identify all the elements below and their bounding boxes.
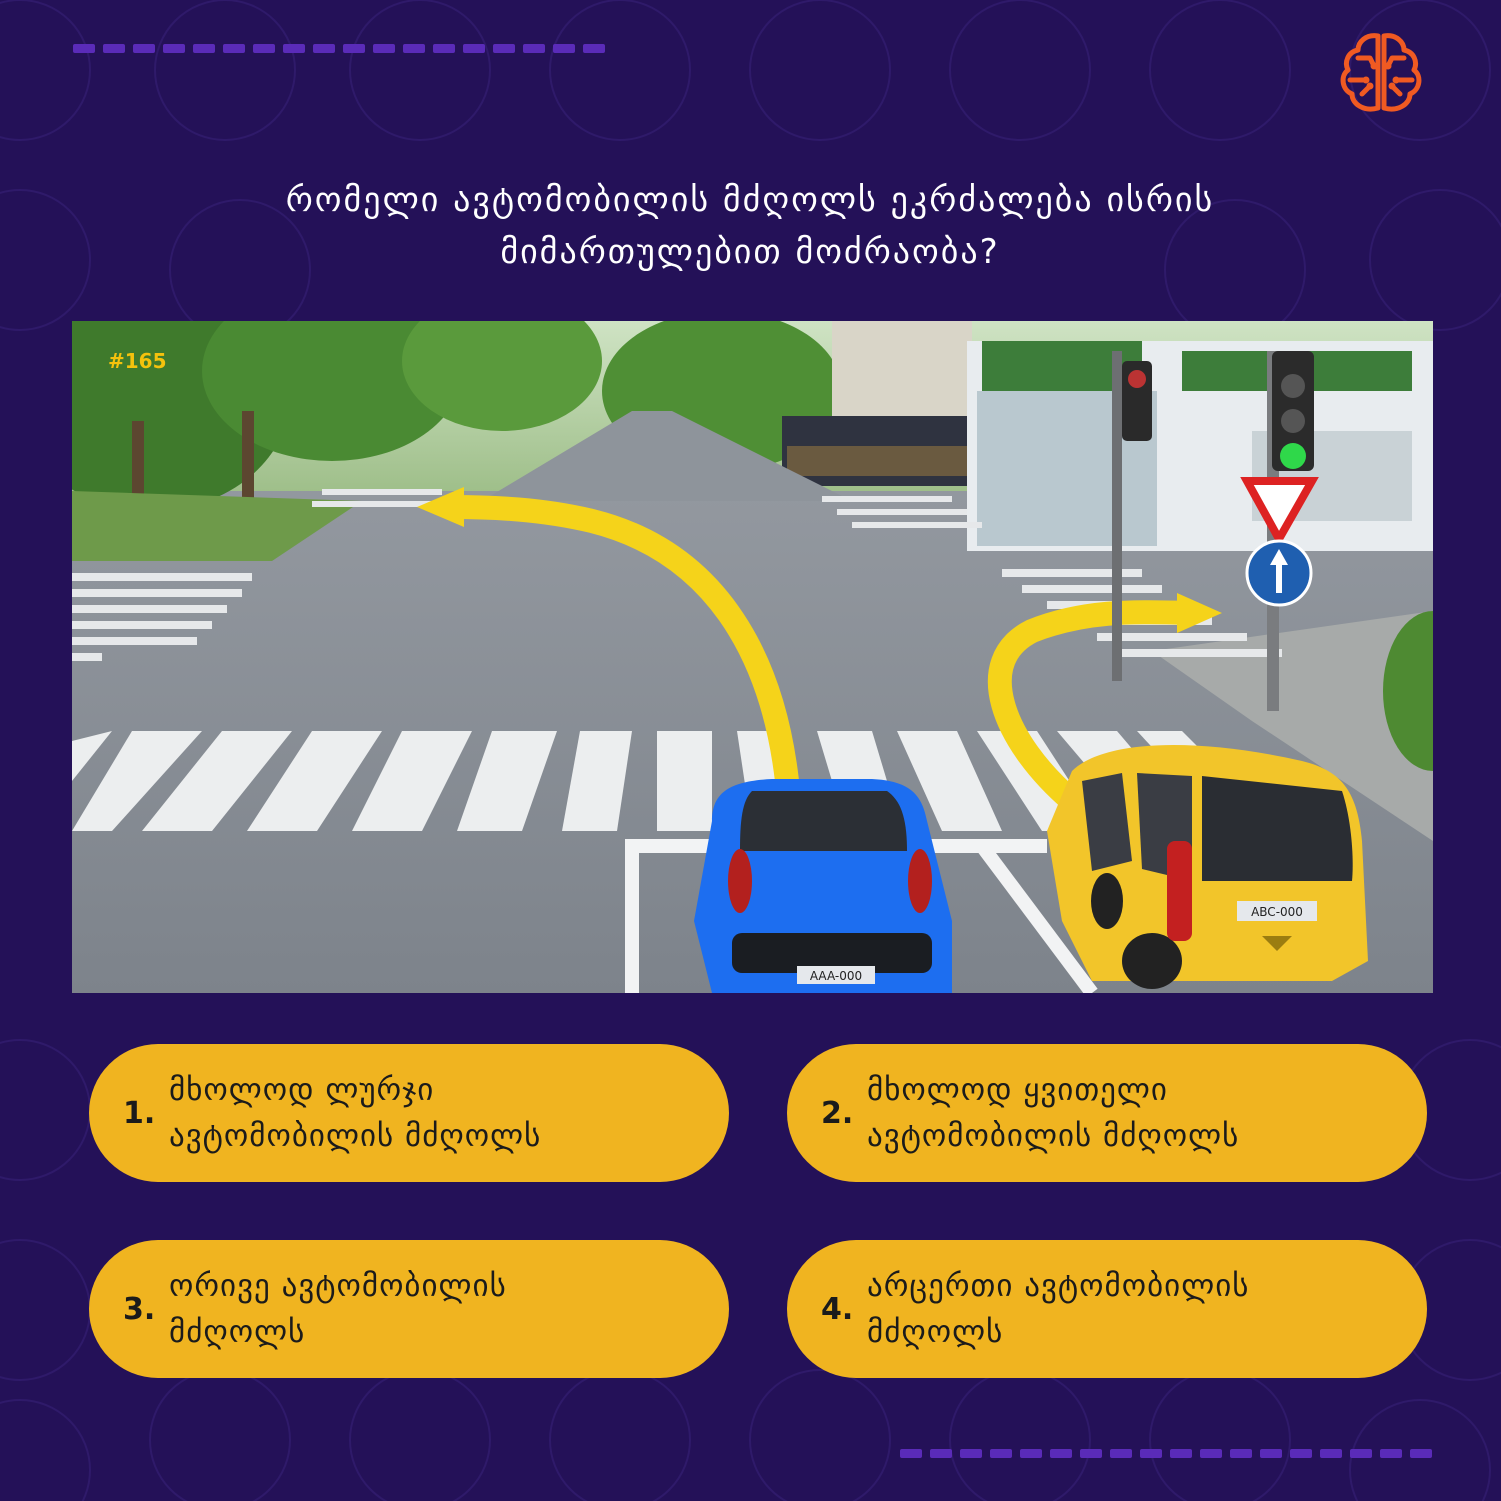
intersection-illustration xyxy=(72,321,1433,993)
answer-text xyxy=(169,1263,547,1355)
traffic-scene-image xyxy=(72,321,1433,993)
blue-car-plate: AAA-000 xyxy=(809,969,863,983)
answer-text-line-2: ავტომობილის მძღოლს xyxy=(169,1118,542,1154)
answer-option-3[interactable] xyxy=(89,1240,729,1378)
question-line-2: მიმართულებით მოძრაობა? xyxy=(500,232,1000,272)
answer-text-line-2: ავტომობილის მძღოლს xyxy=(867,1118,1240,1154)
blue-car xyxy=(694,779,952,993)
answer-option-2[interactable] xyxy=(787,1044,1427,1182)
answer-text-line-1: ორივე ავტომობილის xyxy=(169,1268,507,1304)
brain-circuit-icon xyxy=(1336,28,1426,118)
answer-number: 2. xyxy=(821,1095,854,1131)
answer-number: 3. xyxy=(123,1291,156,1327)
answer-text-line-2: მძღოლს xyxy=(169,1314,306,1350)
answer-text-line-1: არცერთი ავტომობილის xyxy=(867,1268,1250,1304)
yellow-car-plate: ABC-000 xyxy=(1251,905,1303,919)
question-line-1: რომელი ავტომობილის მძღოლს ეკრძალება ისრის xyxy=(285,180,1215,220)
answer-option-1[interactable] xyxy=(89,1044,729,1182)
answer-text xyxy=(867,1263,1289,1355)
answer-number: 1. xyxy=(123,1095,156,1131)
bottom-dash-decoration xyxy=(900,1449,1432,1458)
answer-text-line-1: მხოლოდ ლურჯი xyxy=(169,1072,435,1108)
question-text xyxy=(150,174,1350,278)
answer-option-4[interactable] xyxy=(787,1240,1427,1378)
answer-text-line-1: მხოლოდ ყვითელი xyxy=(867,1072,1168,1108)
question-number: #165 xyxy=(108,349,167,373)
yellow-car xyxy=(1047,745,1368,989)
answer-text-line-2: მძღოლს xyxy=(867,1314,1004,1350)
top-dash-decoration xyxy=(73,44,605,53)
answer-number: 4. xyxy=(821,1291,854,1327)
answer-text xyxy=(867,1067,1279,1159)
answer-text xyxy=(169,1067,581,1159)
